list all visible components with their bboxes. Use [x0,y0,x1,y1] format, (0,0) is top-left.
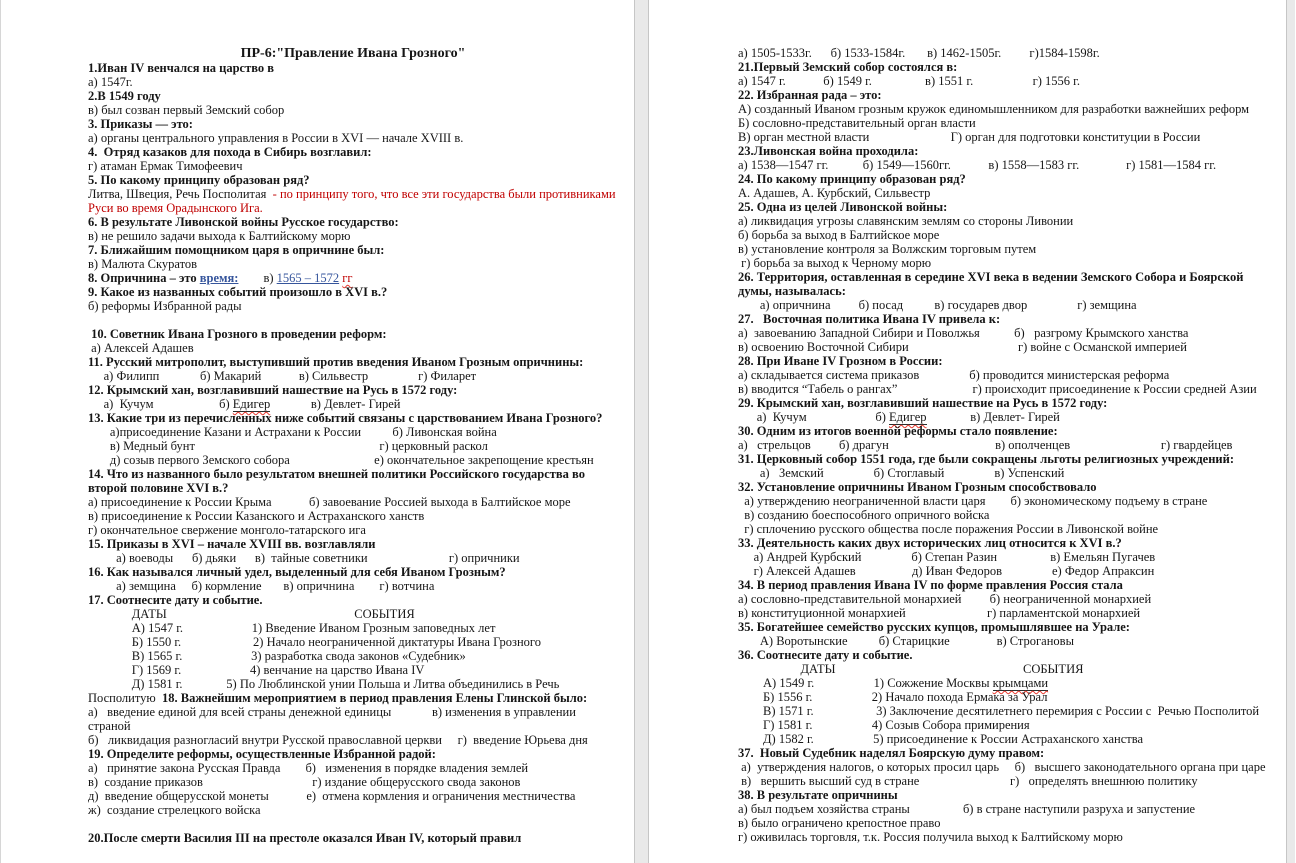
text-line [738,704,1282,718]
text-run: г) борьба за выход к Черному морю [738,256,932,270]
text-run: а) воеводы б) дьяки в) тайные советники г) опричники [88,551,520,565]
styled-text-run: время: [199,271,239,285]
text-run: в) [238,271,277,285]
styled-text-run: 30. Одним из итогов военной реформы стало появление: [738,424,1058,438]
text-line [88,691,618,705]
text-line [88,215,618,229]
text-line [738,382,1282,396]
text-run: Д) 1581 г. 5) По Люблинской унии Польша и Литва объединились в Речь [88,677,560,691]
text-line [88,453,618,467]
text-line [88,537,618,551]
text-run: в) установление контроля за Волжским торговым путем [738,242,1037,256]
text-line [738,60,1282,74]
text-line [88,355,618,369]
text-line [88,677,618,691]
text-line [88,257,618,271]
text-line [738,690,1282,704]
text-line [738,732,1282,746]
styled-text-run: 4. Отряд казаков для похода в Сибирь возглавил: [88,145,372,159]
text-run: а)присоединение Казани и Астрахани к России б) Ливонская война [88,425,497,439]
text-run: а) опричнина б) посад в) государев двор г) земщина [738,298,1137,312]
text-line [88,411,618,425]
text-line [738,354,1282,368]
text-run: Д) 1582 г. 5) присоединение к России Астраханского ханства [738,732,1144,746]
styled-text-run: 9. Какое из названных событий произошло в XVI в.? [88,285,388,299]
text-line [738,648,1282,662]
text-run: в) Девлет- Гирей [270,397,401,411]
text-run: в) Девлет- Гирей [926,410,1060,424]
styled-text-run: 16. Как назывался личный удел, выделенный для себя Иваном Грозным? [88,565,506,579]
document-title [88,46,618,61]
text-run: в) освоению Восточной Сибири г) войне с Османской империей [738,340,1187,354]
text-line [738,228,1282,242]
styled-text-run: думы, называлась: [738,284,846,298]
styled-text-run: 1565 – 1572 [276,271,340,285]
text-line [88,299,618,313]
text-line [738,270,1282,284]
text-run: а) завоеванию Западной Сибири и Поволжья б) разгрому Крымского ханства [738,326,1189,340]
text-line [88,383,618,397]
text-line [88,173,618,187]
text-run: а) Земский б) Стоглавый в) Успенский [738,466,1065,480]
text-line [738,606,1282,620]
text-line [88,397,618,411]
text-run: а) Алексей Адашев [88,341,194,355]
text-run: в) присоединение к России Казанского и Астраханского ханств [88,509,425,523]
styled-text-run: 8. Опричнина – это [88,271,200,285]
text-run: А) 1549 г. 1) Сожжение Москвы [738,676,993,690]
text-line [88,509,618,523]
text-line [88,775,618,789]
styled-text-run: 18. Важнейшим мероприятием в период правления Елены Глинской было: [161,691,588,705]
text-run: в) был созван первый Земский собор [88,103,285,117]
text-run: а) 1538—1547 гг. б) 1549—1560гг. в) 1558—1583 гг. г) 1581—1584 гг. [738,158,1217,172]
styled-text-run: 1.Иван IV венчался на царство в [88,61,275,75]
text-line [88,803,618,817]
styled-text-run: второй половине XVI в.? [88,481,229,495]
styled-text-run: 27. Восточная политика Ивана IV привела к: [738,312,1001,326]
text-run: Литва, Швеция, Речь Посполитая [88,187,273,201]
styled-text-run: 13. Какие три из перечисленных ниже событий связаны с царствованием Ивана Грозного? [88,411,603,425]
text-line [88,719,618,733]
text-line [738,830,1282,844]
text-run: б) реформы Избранной рады [88,299,242,313]
styled-text-run: крымцами [992,676,1049,690]
text-line [738,466,1282,480]
text-line [88,747,618,761]
text-run: в) конституционной монархией г) парламентской монархией [738,606,1141,620]
text-run: г) Алексей Адашев д) Иван Федоров е) Федор Апраксин [738,564,1155,578]
text-run: в) Медный бунт г) церковный раскол [88,439,488,453]
text-line [738,522,1282,536]
text-line [88,817,618,831]
text-line [738,662,1282,676]
styled-text-run: 17. Соотнесите дату и событие. [88,593,263,607]
text-run: Посполитую [88,691,162,705]
text-line [738,452,1282,466]
text-line [88,75,618,89]
text-line [88,761,618,775]
text-run: а) был подъем хозяйства страны б) в стране наступили разруха и запустение [738,802,1196,816]
text-run: а) земщина б) кормление в) опричнина г) вотчина [88,579,435,593]
text-run: страной [88,719,131,733]
text-line [88,831,618,845]
text-line [738,214,1282,228]
text-line [88,187,618,201]
text-run: А) Воротынские б) Старицкие в) Строгановы [738,634,1074,648]
text-run: а) Кучум б) [88,397,233,411]
text-line [88,89,618,103]
styled-text-run: 34. В период правления Ивана IV по форме правления Россия стала [738,578,1123,592]
text-line [738,256,1282,270]
text-line [738,494,1282,508]
text-line [88,551,618,565]
styled-text-run: 21.Первый Земский собор состоялся в: [738,60,958,74]
text-run: а) ликвидация угрозы славянским землям со стороны Ливонии [738,214,1074,228]
text-line [88,201,618,215]
text-line [738,620,1282,634]
text-line [88,313,618,327]
text-line [738,550,1282,564]
text-run: а) принятие закона Русская Правда б) изменения в порядке владения землей [88,761,529,775]
text-line [738,200,1282,214]
text-line [738,634,1282,648]
text-run: б) борьба за выход в Балтийское море [738,228,940,242]
page-2-content [649,0,1286,844]
text-run: в) создание приказов г) издание общерусского свода законов [88,775,521,789]
text-line [88,229,618,243]
text-run: в) Малюта Скуратов [88,257,198,271]
text-line [88,733,618,747]
text-run: а) стрельцов б) драгун в) ополченцев г) гвардейцев [738,438,1233,452]
text-line [738,326,1282,340]
text-run: а) складывается система приказов б) проводится министерская реформа [738,368,1170,382]
styled-text-run: 36. Соотнесите дату и событие. [738,648,913,662]
styled-text-run: 15. Приказы в XVI – начале XVIII вв. возглавляли [88,537,376,551]
styled-text-run: 23.Ливонская война проходила: [738,144,919,158]
text-line [88,243,618,257]
text-run: Б) 1550 г. 2) Начало неограниченной диктатуры Ивана Грозного [88,635,541,649]
styled-text-run: 6. В результате Ливонской войны Русское государство: [88,215,399,229]
styled-text-run: Едигер [889,410,927,424]
text-line [88,565,618,579]
text-line [738,186,1282,200]
text-line [88,607,618,621]
text-line [738,46,1282,60]
styled-text-run: 28. При Иване IV Грозном в России: [738,354,943,368]
text-line [88,579,618,593]
styled-text-run: - по принципу того, что все эти государства были противниками [272,187,616,201]
text-run: а) 1505-1533г. б) 1533-1584г. в) 1462-1505г. г)1584-1598г. [738,46,1100,60]
text-run: г) оживилась торговля, т.к. Россия получила выход к Балтийскому морю [738,830,1123,844]
text-line [738,130,1282,144]
text-run: в) было ограничено крепостное право [738,816,941,830]
styled-text-run: 35. Богатейшее семейство русских купцов, промышлявшее на Урале: [738,620,1130,634]
text-run: д) созыв первого Земского собора е) окончательное закрепощение крестьян [88,453,594,467]
styled-text-run: 7. Ближайшим помощником царя в опричнине был: [88,243,385,257]
styled-text-run: 29. Крымский хан, возглавивший нашествие на Русь в 1572 году: [738,396,1108,410]
text-run: В) орган местной власти Г) орган для подготовки конституции в России [738,130,1201,144]
text-line [88,621,618,635]
text-line [88,663,618,677]
text-run: В) 1571 г. 3) Заключение десятилетнего перемирия с России с Речью Посполитой [738,704,1260,718]
text-run: А) 1547 г. 1) Введение Иваном Грозным заповедных лет [88,621,496,635]
text-line [738,788,1282,802]
right-edge-strip [1286,0,1295,863]
text-line [738,774,1282,788]
page-2 [649,0,1286,863]
text-line [738,816,1282,830]
text-line [738,676,1282,690]
text-run: а) введение единой для всей страны денежной единицы в) изменения в управлении [88,705,576,719]
text-line [88,523,618,537]
text-run: в) не решило задачи выхода к Балтийскому морю [88,229,351,243]
styled-text-run: ПР-6:"Правление Ивана Грозного" [240,46,466,61]
text-line [738,480,1282,494]
text-run: Г) 1581 г. 4) Созыв Собора примирения [738,718,1030,732]
text-line [88,131,618,145]
text-line [738,172,1282,186]
text-line [738,438,1282,452]
text-line [738,508,1282,522]
text-line [738,298,1282,312]
text-line [88,425,618,439]
text-run: а) органы центрального управления в России в XVI — начале XVIII в. [88,131,464,145]
styled-text-run: гг [342,271,353,285]
styled-text-run: 33. Деятельность каких двух исторических лиц относится к XVI в.? [738,536,1122,550]
text-run: а) 1547 г. б) 1549 г. в) 1551 г. г) 1556 г. [738,74,1080,88]
text-line [738,410,1282,424]
page-1 [0,0,634,863]
text-line [88,61,618,75]
text-run: в) созданию боеспособного опричного войска [738,508,990,522]
text-run: а) Кучум б) [738,410,890,424]
styled-text-run: 38. В результате опричнины [738,788,898,802]
page-1-content [1,0,634,845]
styled-text-run: 5. По какому принципу образован ряд? [88,173,310,187]
styled-text-run: 11. Русский митрополит, выступивший против введения Иваном Грозным опричнины: [88,355,584,369]
text-run: г) окончательное свержение монголо-татарского ига [88,523,366,537]
text-line [88,481,618,495]
text-line [88,285,618,299]
text-line [738,116,1282,130]
text-run: Б) сословно-представительный орган власти [738,116,976,130]
text-run: б) ликвидация разногласий внутри Русской православной церкви г) введение Юрьева дня [88,733,588,747]
text-run: ж) создание стрелецкого войска [88,803,261,817]
text-line [88,145,618,159]
styled-text-run: 25. Одна из целей Ливонской войны: [738,200,948,214]
text-run: д) введение общерусской монеты е) отмена кормления и ограничения местничества [88,789,576,803]
text-run: в) вершить высший суд в стране г) определять внешнюю политику [738,774,1198,788]
text-line [738,340,1282,354]
styled-text-run: 22. Избранная рада – это: [738,88,882,102]
text-run: Б) 1556 г. 2) Начало похода Ермака за Урал [738,690,1048,704]
text-line [738,760,1282,774]
styled-text-run: 20.После смерти Василия III на престоле оказался Иван IV, который правил [88,831,522,845]
text-line [88,327,618,341]
styled-text-run: 26. Территория, оставленная в середине XVI века в ведении Земского Собора и Боярской [738,270,1244,284]
text-line [738,158,1282,172]
text-line [738,718,1282,732]
text-line [88,369,618,383]
text-run: а) присоединение к России Крыма б) завоевание Россией выхода в Балтийское море [88,495,571,509]
styled-text-run: 10. Советник Ивана Грозного в проведении реформ: [88,327,387,341]
styled-text-run: 37. Новый Судебник наделял Боярскую думу правом: [738,746,1045,760]
text-run: А) созданный Иваном грозным кружок единомышленником для разработки важнейших реформ [738,102,1250,116]
text-run: а) Филипп б) Макарий в) Сильвестр г) Филарет [88,369,477,383]
text-line [88,705,618,719]
styled-text-run: 31. Церковный собор 1551 года, где были сокращены льготы религиозных учреждений: [738,452,1234,466]
text-run: г) атаман Ермак Тимофеевич [88,159,243,173]
text-line [738,102,1282,116]
styled-text-run: 14. Что из названного было результатом внешней политики Российского государства во [88,467,585,481]
text-line [88,593,618,607]
text-line [88,649,618,663]
text-run: Г) 1569 г. 4) венчание на царство Ивана IV [88,663,425,677]
text-line [88,341,618,355]
text-line [88,271,618,285]
text-run: а) 1547г. [88,75,133,89]
styled-text-run: 24. По какому принципу образован ряд? [738,172,966,186]
styled-text-run: 12. Крымский хан, возглавивший нашествие на Русь в 1572 году: [88,383,458,397]
text-run: а) утверждению неограниченной власти царя б) экономическому подъему в стране [738,494,1208,508]
styled-text-run: Руси во время Орадынского Ига. [88,201,263,215]
text-line [88,159,618,173]
text-line [738,578,1282,592]
text-run: А. Адашев, А. Курбский, Сильвестр [738,186,931,200]
page-gutter [634,0,649,863]
styled-text-run: 2.В 1549 году [88,89,161,103]
text-run: а) утверждения налогов, о которых просил царь б) высшего законодательного органа при царе [738,760,1266,774]
text-line [738,564,1282,578]
styled-text-run: Едигер [232,397,271,411]
text-line [88,467,618,481]
styled-text-run: 3. Приказы — это: [88,117,193,131]
text-run: а) Андрей Курбский б) Степан Разин в) Емельян Пугачев [738,550,1156,564]
text-line [88,439,618,453]
styled-text-run: 19. Определите реформы, осуществленные Избранной радой: [88,747,436,761]
text-run: г) сплочению русского общества после поражения России в Ливонской войне [738,522,1159,536]
text-line [738,74,1282,88]
text-line [738,424,1282,438]
text-line [738,802,1282,816]
text-line [738,88,1282,102]
text-line [738,242,1282,256]
text-line [738,284,1282,298]
styled-text-run: 32. Установление опричнины Иваном Грозным способствовало [738,480,1097,494]
text-line [738,536,1282,550]
text-line [738,396,1282,410]
text-run: в) вводится “Табель о рангах” г) происходит присоединение к России средней Азии [738,382,1257,396]
text-line [738,592,1282,606]
text-run: а) сословно-представительной монархией б) неограниченной монархией [738,592,1152,606]
text-line [88,117,618,131]
text-line [88,635,618,649]
text-line [88,103,618,117]
text-line [738,144,1282,158]
text-line [88,789,618,803]
text-line [738,368,1282,382]
text-run: ДАТЫ СОБЫТИЯ [88,607,415,621]
text-line [88,495,618,509]
text-run: В) 1565 г. 3) разработка свода законов «Судебник» [88,649,466,663]
text-line [738,312,1282,326]
text-run: ДАТЫ СОБЫТИЯ [738,662,1084,676]
text-line [738,746,1282,760]
